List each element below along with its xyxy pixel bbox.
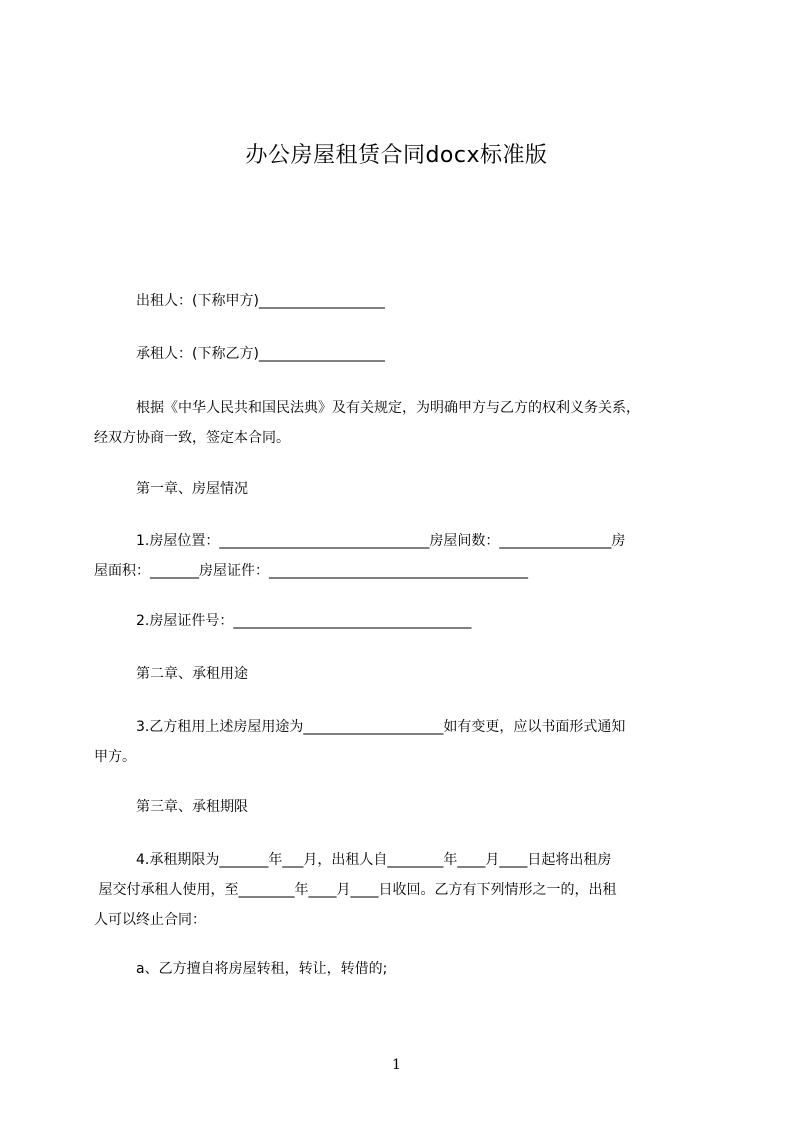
lessee-line: 承租人：(下称乙方)__________________ (136, 346, 385, 362)
chapter-3-heading: 第三章、承租期限 (136, 799, 248, 815)
item-3-line-1: 3.乙方租用上述房屋用途为____________________如有变更，应以书面形式通知 (136, 719, 626, 735)
item-1-paragraph (94, 526, 714, 586)
item-4-paragraph (94, 845, 714, 935)
lessor-line: 出租人：(下称甲方)__________________ (136, 293, 385, 309)
item-a-line: a、乙方擅自将房屋转租，转让，转借的; (136, 961, 388, 977)
page-number: 1 (392, 1057, 401, 1073)
preamble-paragraph (94, 393, 714, 453)
document-title: 办公房屋租赁合同docx标准版 (245, 143, 548, 168)
chapter-1-heading: 第一章、房屋情况 (136, 481, 248, 497)
item-3-paragraph (94, 712, 714, 772)
item-2-line: 2.房屋证件号：__________________________________ (136, 613, 472, 629)
item-3-line-2: 甲方。 (94, 749, 136, 765)
item-1-line-2: 屋面积：_______房屋证件：_____________________________________ (94, 563, 528, 579)
chapter-2-heading: 第二章、承租用途 (136, 666, 248, 682)
preamble-line-1: 根据《中华人民共和国民法典》及有关规定，为明确甲方与乙方的权利义务关系， (136, 400, 640, 416)
item-4-line-2: 屋交付承租人使用，至________年____月____日收回。乙方有下列情形之一的，出租 (94, 882, 617, 898)
item-1-line-1: 1.房屋位置：______________________________房屋间数：________________房 (136, 533, 626, 549)
item-4-line-1: 4.承租期限为_______年___月，出租人自________年____月____日起将出租房 (136, 852, 612, 868)
preamble-line-2: 经双方协商一致，签定本合同。 (94, 430, 290, 446)
item-4-line-3: 人可以终止合同： (94, 912, 206, 928)
